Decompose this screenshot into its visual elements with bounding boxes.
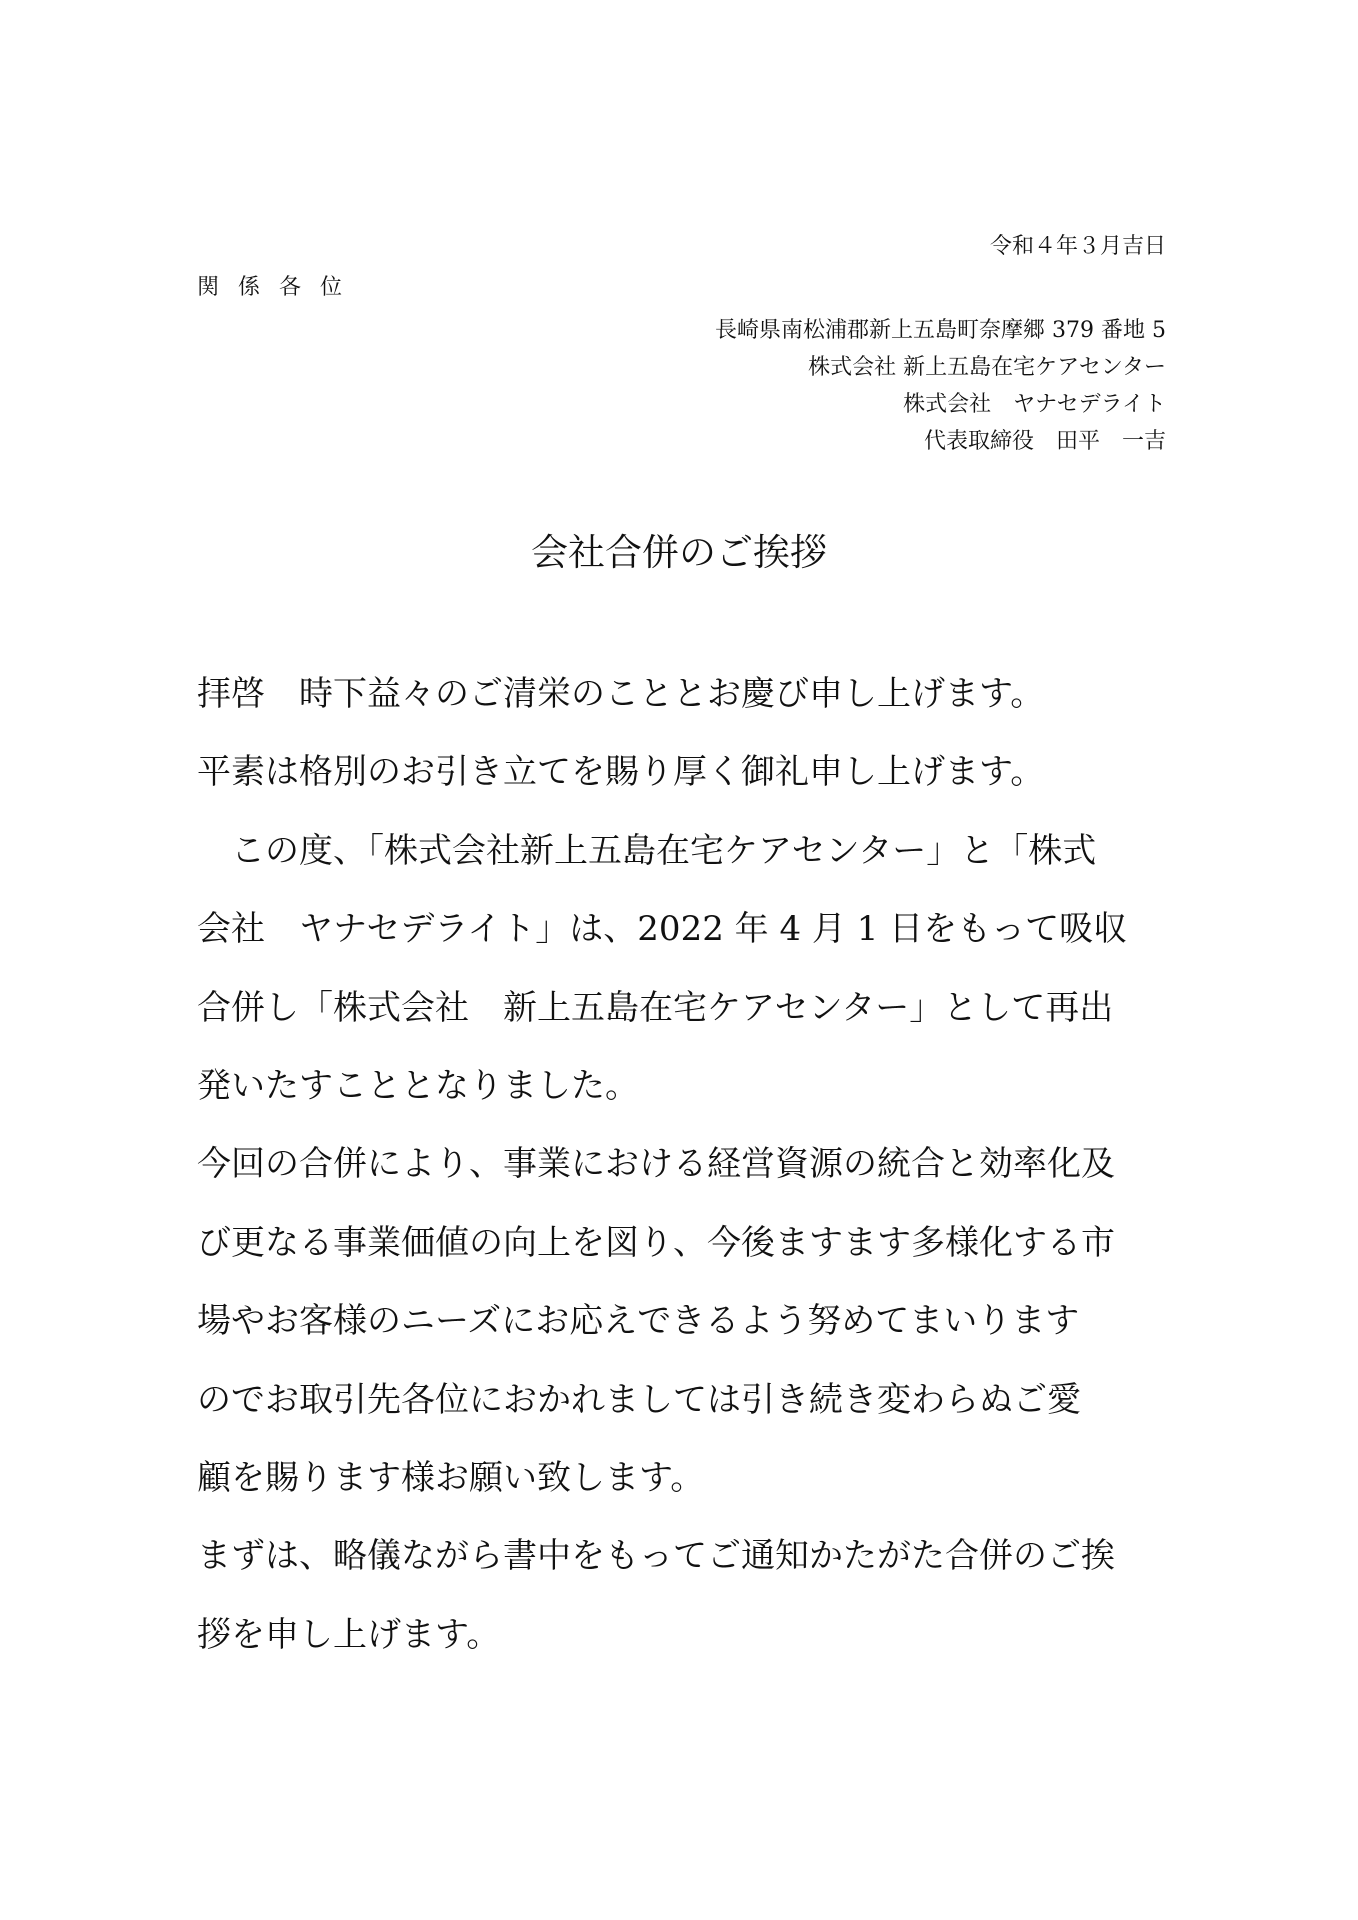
body-line: 拝啓 時下益々のご清栄のこととお慶び申し上げます。 [197,674,1045,714]
sender-representative: 代表取締役 田平 一吉 [923,429,1166,454]
body-line: のでお取引先各位におかれましては引き続き変わらぬご愛 [197,1379,1081,1420]
letter-date: 令和４年３月吉日 [989,234,1166,259]
recipient-line: 関係各位 [197,275,362,300]
body-line: この度、「株式会社新上五島在宅ケアセンター」と「株式 [197,830,1097,871]
body-line: 今回の合併により、事業における経営資源の統合と効率化及 [197,1144,1115,1185]
sender-block [715,312,1166,460]
body-line: 平素は格別のお引き立てを賜り厚く御礼申し上げます。 [197,752,1045,793]
letter-body [197,655,1169,1674]
body-line: 会社 ヤナセデライト」は、2022 年 4 月 1 日をもって吸収 [197,909,1128,950]
body-line: び更なる事業価値の向上を図り、今後ますます多様化する市 [197,1222,1115,1263]
body-line: 合併し「株式会社 新上五島在宅ケアセンター」として再出 [197,987,1114,1028]
body-line: 発いたすこととなりました。 [197,1065,639,1106]
sender-company-1: 株式会社 新上五島在宅ケアセンター [808,355,1166,380]
body-line: 顧を賜ります様お願い致します。 [197,1457,705,1498]
letter-title: 会社合併のご挨拶 [531,531,827,574]
body-line: 場やお客様のニーズにお応えできるよう努めてまいります [197,1301,1080,1342]
body-line: 拶を申し上げます。 [197,1614,501,1655]
sender-company-2: 株式会社 ヤナセデライト [903,392,1166,417]
sender-address: 長崎県南松浦郡新上五島町奈摩郷 379 番地 5 [715,318,1166,343]
body-line: まずは、略儀ながら書中をもってご通知かたがた合併のご挨 [197,1536,1115,1577]
